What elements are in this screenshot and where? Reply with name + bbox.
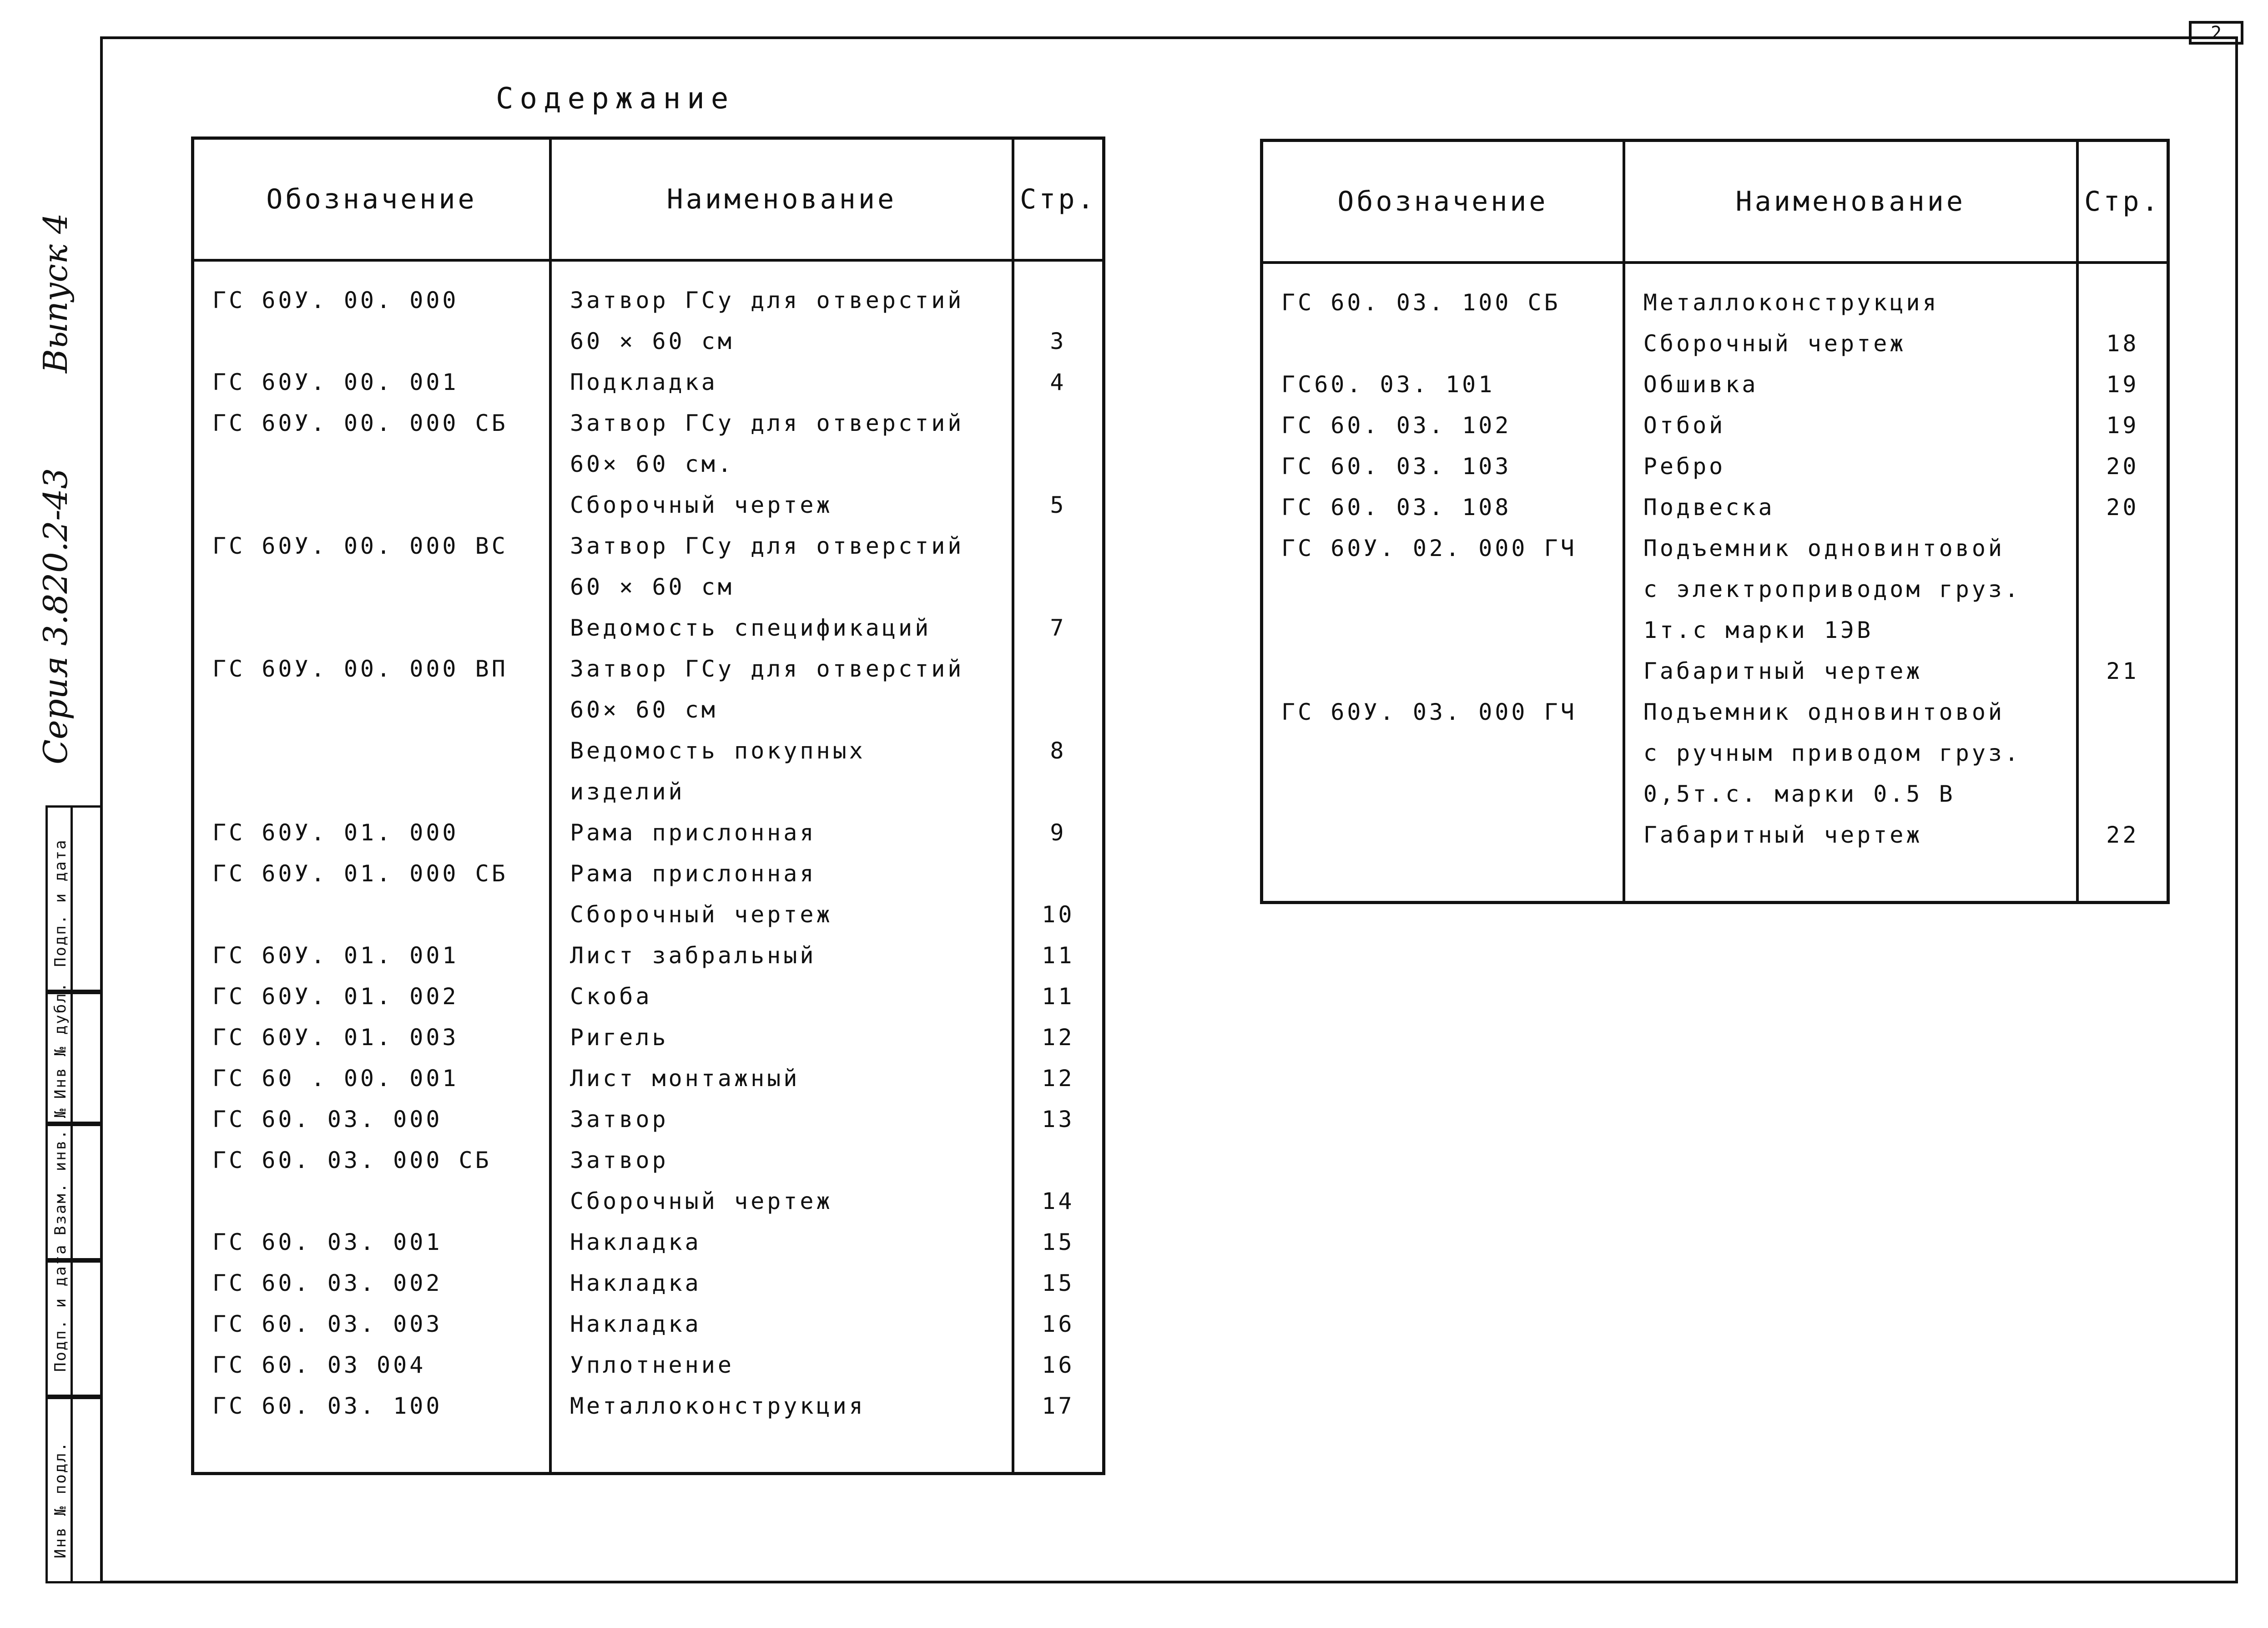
table-row bbox=[193, 1385, 1104, 1426]
item-name-line: 60× 60 см. bbox=[570, 451, 734, 477]
item-page: 4 bbox=[1013, 362, 1104, 403]
item-name bbox=[550, 812, 1013, 853]
column-header-name: Наименование bbox=[550, 138, 1013, 261]
item-designation: ГС 60У. 01. 000 bbox=[193, 812, 550, 853]
item-designation: ГС 60. 03. 100 СБ bbox=[1262, 263, 1624, 364]
item-name bbox=[550, 935, 1013, 976]
item-designation: ГС 60. 03. 000 bbox=[193, 1099, 550, 1140]
item-name-line: Накладка bbox=[570, 1311, 701, 1337]
filler-cell bbox=[1262, 855, 1624, 903]
table-row bbox=[1262, 446, 2168, 487]
item-name bbox=[550, 1263, 1013, 1304]
item-page: 17 bbox=[1013, 1385, 1104, 1426]
sheet-number: 2 bbox=[2189, 21, 2243, 45]
filler-cell bbox=[550, 1426, 1013, 1474]
item-page: 5 bbox=[1013, 403, 1104, 526]
item-page: 10 bbox=[1013, 853, 1104, 935]
stamp-label: Инв № дубл. bbox=[51, 981, 70, 1099]
item-name-line: Рама прислонная bbox=[570, 819, 816, 846]
item-page: 11 bbox=[1013, 976, 1104, 1017]
stamp-field bbox=[45, 981, 100, 1124]
column-header-designation: Обозначение bbox=[193, 138, 550, 261]
table-row bbox=[193, 362, 1104, 403]
item-name-line: Накладка bbox=[570, 1229, 701, 1255]
item-name bbox=[1624, 487, 2077, 528]
item-name-line: Лист забральный bbox=[570, 942, 816, 969]
item-name bbox=[550, 526, 1013, 648]
table-row bbox=[193, 976, 1104, 1017]
item-designation: ГС 60У. 00. 000 СБ bbox=[193, 403, 550, 526]
item-name-line: Ребро bbox=[1643, 453, 1726, 480]
item-name-line: Подкладка bbox=[570, 369, 718, 395]
item-name bbox=[550, 853, 1013, 935]
item-name-line: Ригель bbox=[570, 1024, 669, 1051]
item-name bbox=[1624, 405, 2077, 446]
item-name-line: 1т.с марки 1ЭВ bbox=[1643, 617, 1874, 643]
item-name-line: Скоба bbox=[570, 983, 652, 1010]
table-row bbox=[193, 648, 1104, 812]
page-title: Содержание bbox=[496, 82, 735, 116]
item-name-line: Подъемник одновинтовой bbox=[1643, 535, 2005, 561]
item-page: 12 bbox=[1013, 1058, 1104, 1099]
item-name-line: 0,5т.с. марки 0.5 В bbox=[1643, 781, 1956, 807]
item-designation: ГС 60. 03. 100 bbox=[193, 1385, 550, 1426]
item-name bbox=[550, 976, 1013, 1017]
item-designation: ГС 60. 03 004 bbox=[193, 1345, 550, 1385]
item-name-line: Подъемник одновинтовой bbox=[1643, 699, 2005, 725]
table-row bbox=[1262, 263, 2168, 364]
item-page: 11 bbox=[1013, 935, 1104, 976]
table-row bbox=[193, 935, 1104, 976]
item-name-line: 60 × 60 см bbox=[570, 574, 734, 600]
item-name-line: Сборочный чертеж bbox=[570, 901, 833, 928]
stamp-divider bbox=[71, 805, 73, 1583]
filler-cell bbox=[1013, 1426, 1104, 1474]
item-name bbox=[550, 648, 1013, 812]
item-page: 8 bbox=[1013, 648, 1104, 812]
contents-table-right bbox=[1260, 139, 2170, 904]
item-name-line: 60× 60 см bbox=[570, 697, 718, 723]
item-name-line: Лист монтажный bbox=[570, 1065, 800, 1092]
item-name bbox=[550, 1304, 1013, 1345]
item-name-line: Рама прислонная bbox=[570, 860, 816, 887]
contents-table-left bbox=[191, 137, 1105, 1475]
item-designation: ГС 60 . 00. 001 bbox=[193, 1058, 550, 1099]
column-header-page: Стр. bbox=[1013, 138, 1104, 261]
item-page: 18 bbox=[2077, 263, 2168, 364]
item-name-line: Габаритный чертеж bbox=[1643, 658, 1923, 684]
item-name-line: Накладка bbox=[570, 1270, 701, 1296]
item-name bbox=[1624, 446, 2077, 487]
table-row bbox=[193, 1058, 1104, 1099]
item-designation: ГС 60У. 01. 001 bbox=[193, 935, 550, 976]
stamp-label: Подп. и дата bbox=[51, 1244, 70, 1372]
table-row bbox=[1262, 364, 2168, 405]
table-row bbox=[1262, 528, 2168, 692]
table-row bbox=[193, 1017, 1104, 1058]
item-name-line: Сборочный чертеж bbox=[570, 492, 833, 518]
table-row bbox=[193, 1140, 1104, 1222]
item-designation: ГС 60. 03. 103 bbox=[1262, 446, 1624, 487]
item-designation: ГС 60. 03. 108 bbox=[1262, 487, 1624, 528]
stamp-field bbox=[45, 1107, 100, 1260]
item-name bbox=[550, 1140, 1013, 1222]
item-name bbox=[1624, 364, 2077, 405]
item-name bbox=[550, 1385, 1013, 1426]
item-name bbox=[550, 1017, 1013, 1058]
item-page: 15 bbox=[1013, 1263, 1104, 1304]
filler-cell bbox=[1624, 855, 2077, 903]
item-page: 21 bbox=[2077, 528, 2168, 692]
item-designation: ГС 60. 03. 102 bbox=[1262, 405, 1624, 446]
table-row bbox=[193, 260, 1104, 362]
table-row bbox=[193, 1222, 1104, 1263]
table-filler-row bbox=[193, 1426, 1104, 1474]
table-row bbox=[1262, 487, 2168, 528]
table-row bbox=[193, 812, 1104, 853]
item-designation: ГС 60У. 01. 003 bbox=[193, 1017, 550, 1058]
item-designation: ГС 60У. 01. 002 bbox=[193, 976, 550, 1017]
item-name-line: Отбой bbox=[1643, 412, 1726, 439]
table-row bbox=[193, 853, 1104, 935]
item-name bbox=[550, 1058, 1013, 1099]
item-page: 3 bbox=[1013, 260, 1104, 362]
item-page: 9 bbox=[1013, 812, 1104, 853]
item-name-line: Габаритный чертеж bbox=[1643, 822, 1923, 848]
item-designation: ГС 60. 03. 002 bbox=[193, 1263, 550, 1304]
item-name-line: Затвор bbox=[570, 1147, 669, 1173]
item-name bbox=[550, 260, 1013, 362]
item-page: 20 bbox=[2077, 446, 2168, 487]
item-page: 7 bbox=[1013, 526, 1104, 648]
item-name-line: с ручным приводом груз. bbox=[1643, 740, 2021, 766]
item-designation: ГС 60У. 02. 000 ГЧ bbox=[1262, 528, 1624, 692]
filler-cell bbox=[193, 1426, 550, 1474]
item-name bbox=[550, 1345, 1013, 1385]
item-name-line: Металлоконструкция bbox=[1643, 289, 1939, 316]
stamp-label: Подп. и дата bbox=[51, 839, 70, 967]
item-name-line: Затвор ГСу для отверстий bbox=[570, 533, 964, 559]
table-row bbox=[193, 403, 1104, 526]
item-designation: ГС 60. 03. 003 bbox=[193, 1304, 550, 1345]
item-designation: ГС 60У. 00. 000 ВП bbox=[193, 648, 550, 812]
column-header-page: Стр. bbox=[2077, 141, 2168, 263]
column-header-name: Наименование bbox=[1624, 141, 2077, 263]
item-page: 16 bbox=[1013, 1345, 1104, 1385]
item-designation: ГС 60У. 00. 001 bbox=[193, 362, 550, 403]
stamp-label: Инв № подл. bbox=[51, 1441, 70, 1558]
item-designation: ГС 60. 03. 000 СБ bbox=[193, 1140, 550, 1222]
item-name-line: с электроприводом груз. bbox=[1643, 576, 2021, 602]
item-designation: ГС 60У. 01. 000 СБ bbox=[193, 853, 550, 935]
item-name bbox=[550, 362, 1013, 403]
stamp-label: Взам. инв. № bbox=[51, 1107, 70, 1235]
item-designation: ГС 60У. 00. 000 ВС bbox=[193, 526, 550, 648]
filler-cell bbox=[2077, 855, 2168, 903]
stamp-field bbox=[45, 805, 100, 992]
item-page: 19 bbox=[2077, 405, 2168, 446]
item-page: 13 bbox=[1013, 1099, 1104, 1140]
stamp-field bbox=[45, 1397, 100, 1583]
item-name bbox=[1624, 692, 2077, 855]
item-name-line: Металлоконструкция bbox=[570, 1393, 866, 1419]
item-name-line: Обшивка bbox=[1643, 371, 1759, 398]
stamp-column bbox=[45, 805, 100, 1583]
item-name-line: Затвор ГСу для отверстий bbox=[570, 287, 964, 313]
table-row bbox=[193, 1099, 1104, 1140]
stamp-field bbox=[45, 1244, 100, 1397]
item-name-line: 60 × 60 см bbox=[570, 328, 734, 354]
item-designation: ГС 60. 03. 001 bbox=[193, 1222, 550, 1263]
table-row bbox=[1262, 692, 2168, 855]
item-name bbox=[550, 1099, 1013, 1140]
item-name-line: Подвеска bbox=[1643, 494, 1775, 521]
item-designation: ГС 60У. 00. 000 bbox=[193, 260, 550, 362]
table-row bbox=[193, 1304, 1104, 1345]
item-name-line: Затвор ГСу для отверстий bbox=[570, 656, 964, 682]
table-row bbox=[1262, 405, 2168, 446]
table-filler-row bbox=[1262, 855, 2168, 903]
item-page: 22 bbox=[2077, 692, 2168, 855]
item-name-line: Ведомость спецификаций bbox=[570, 615, 932, 641]
item-name-line: Затвор bbox=[570, 1106, 669, 1133]
item-name-line: Сборочный чертеж bbox=[570, 1188, 833, 1214]
item-page: 14 bbox=[1013, 1140, 1104, 1222]
table-row bbox=[193, 1263, 1104, 1304]
item-page: 19 bbox=[2077, 364, 2168, 405]
column-header-designation: Обозначение bbox=[1262, 141, 1624, 263]
item-name bbox=[550, 403, 1013, 526]
item-designation: ГС 60У. 03. 000 ГЧ bbox=[1262, 692, 1624, 855]
item-name bbox=[550, 1222, 1013, 1263]
item-name-line: Ведомость покупных изделий bbox=[570, 738, 866, 805]
item-name-line: Сборочный чертеж bbox=[1643, 330, 1906, 357]
table-row bbox=[193, 526, 1104, 648]
item-designation: ГС60. 03. 101 bbox=[1262, 364, 1624, 405]
item-name-line: Уплотнение bbox=[570, 1352, 734, 1378]
table-row bbox=[193, 1345, 1104, 1385]
item-name bbox=[1624, 528, 2077, 692]
item-page: 12 bbox=[1013, 1017, 1104, 1058]
issue-label: Выпуск 4 bbox=[36, 213, 75, 373]
series-label: Серия 3.820.2-43 bbox=[36, 468, 75, 764]
item-page: 15 bbox=[1013, 1222, 1104, 1263]
item-name bbox=[1624, 263, 2077, 364]
item-page: 20 bbox=[2077, 487, 2168, 528]
item-page: 16 bbox=[1013, 1304, 1104, 1345]
item-name-line: Затвор ГСу для отверстий bbox=[570, 410, 964, 436]
